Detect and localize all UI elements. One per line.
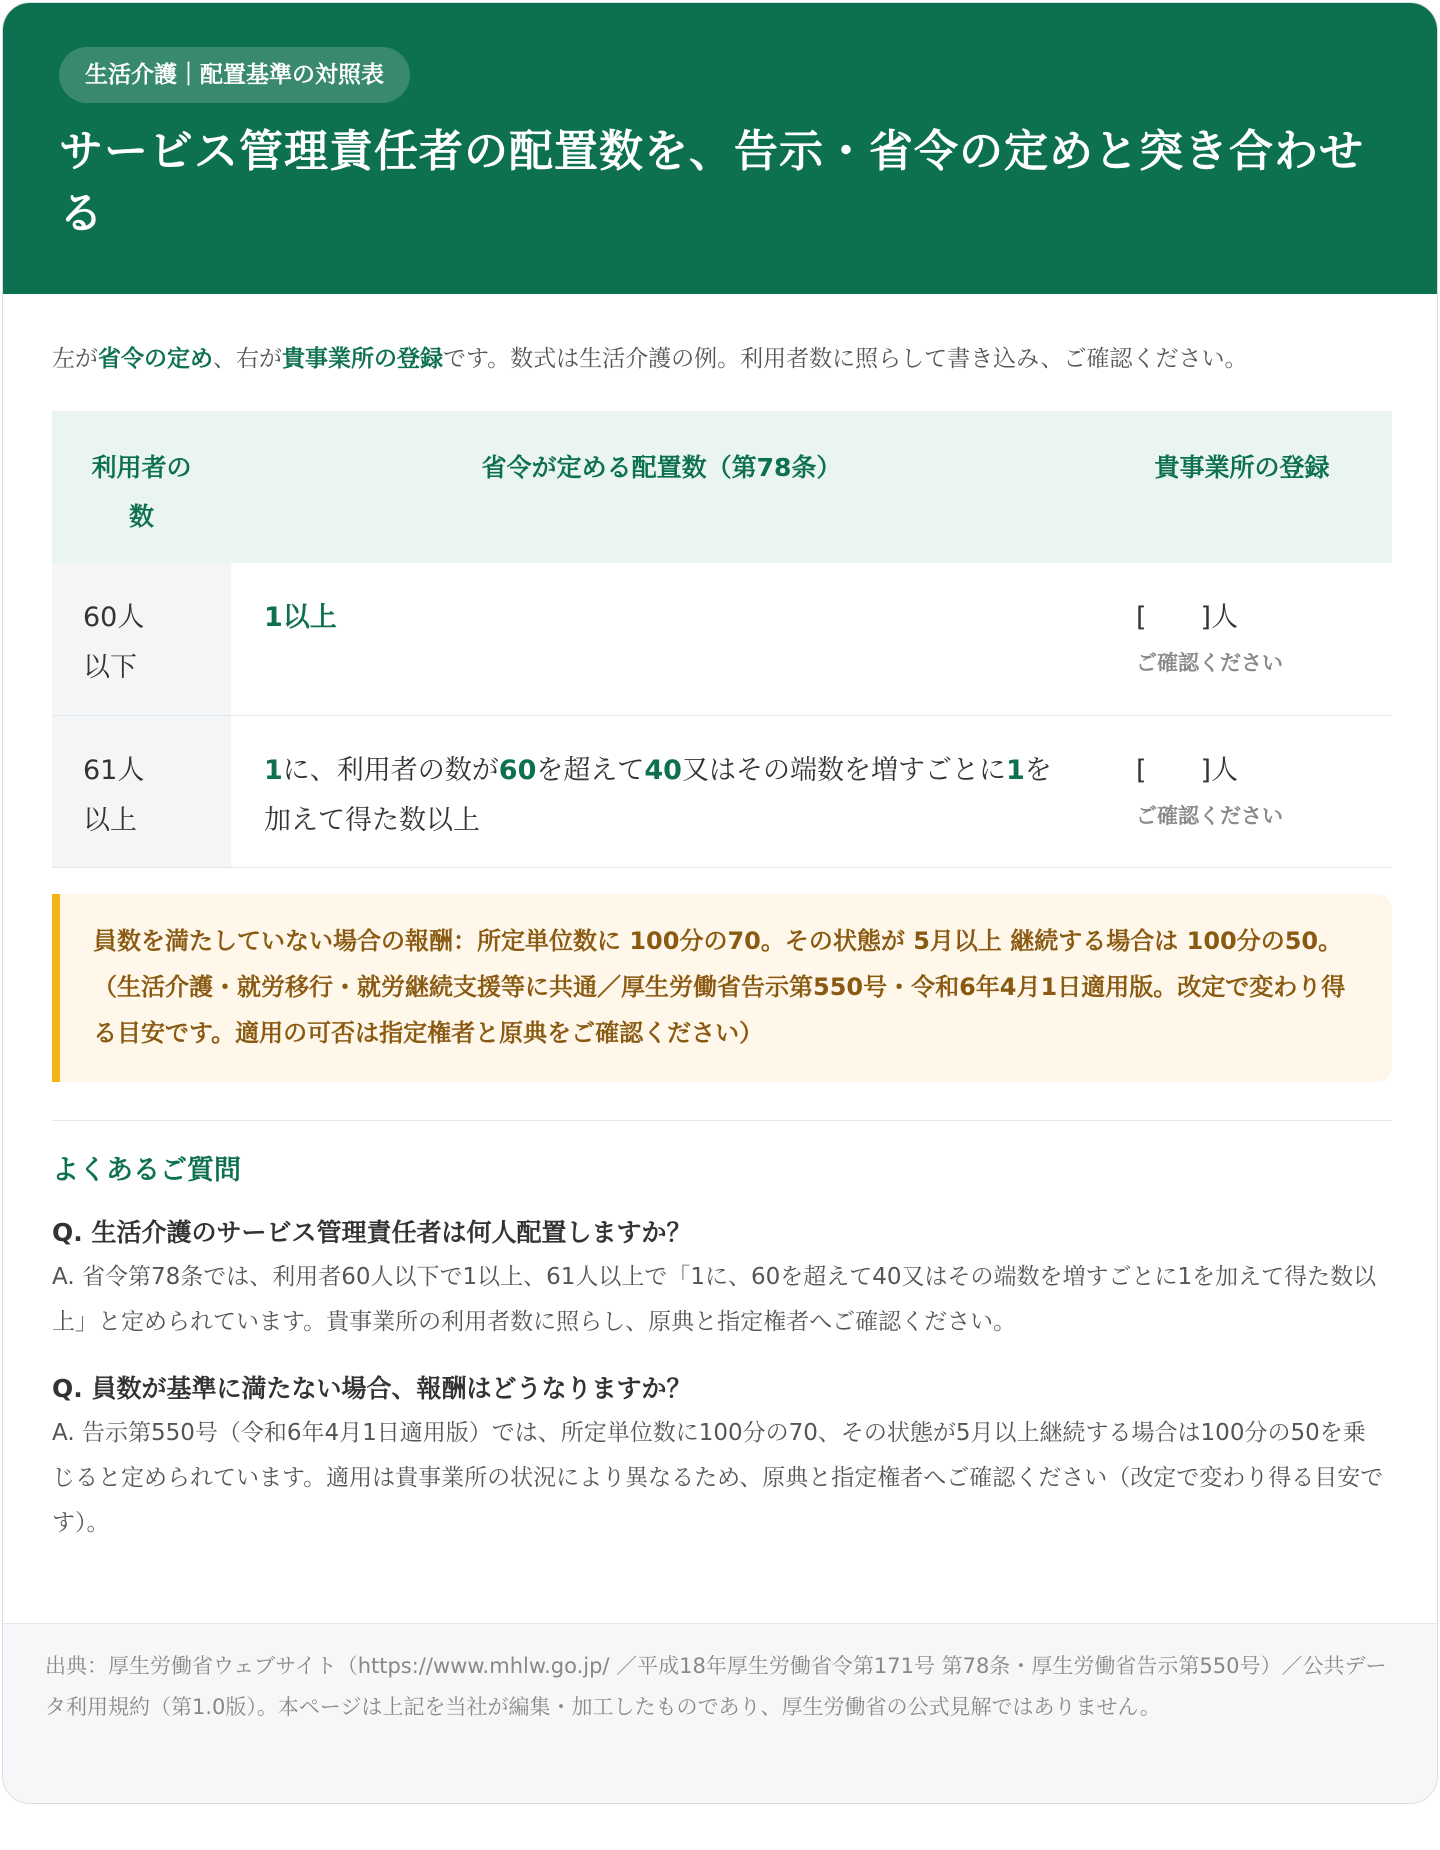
header-registered: 貴事業所の登録 xyxy=(1092,411,1392,563)
table-row xyxy=(52,563,1392,715)
category-badge: 生活介護｜配置基準の対照表 xyxy=(59,47,410,103)
row-ordinance-rule: 1に、利用者の数が60を超えて40又はその端数を増すごとに1を加えて得た数以上 xyxy=(231,715,1092,867)
row-user-count: 60人以下 xyxy=(52,563,231,715)
page-body xyxy=(3,294,1437,1546)
intro-highlight-registration: 貴事業所の登録 xyxy=(282,346,443,372)
intro-part-1: 左が xyxy=(52,346,98,372)
intro-part-2: 、右が xyxy=(213,346,282,372)
confirm-note: ご確認ください xyxy=(1136,803,1283,828)
faq-answer: A. 告示第550号（令和6年4月1日適用版）では、所定単位数に100分の70、その状態が5月以上継続する場合は100分の50を乗じると定められています。適用は貴事業所の状況により異なるため、原典と指定権者へご確認ください（改定で変わり得る目安です）。 xyxy=(52,1419,1384,1536)
intro-text xyxy=(52,338,1388,381)
faq-title: よくあるご質問 xyxy=(52,1154,241,1186)
staffing-comparison-table xyxy=(52,411,1392,868)
intro-part-3: です。数式は生活介護の例。利用者数に照らして書き込み、ご確認ください。 xyxy=(443,346,1248,372)
source-footer: 出典：厚生労働省ウェブサイト（https://www.mhlw.go.jp/ ／平成18年厚生労働省令第171号 第78条・厚生労働省告示第550号）／公共データ利用規約（第1.0版）。本ページは上記を当社が編集・加工したものであり、厚生労働省の公式見解ではありません。 xyxy=(3,1623,1437,1803)
registered-value: [ ]人 xyxy=(1136,754,1239,786)
table-header-row xyxy=(52,411,1392,563)
row-registered-input[interactable] xyxy=(1092,715,1392,867)
content-card xyxy=(2,2,1438,1804)
intro-highlight-ordinance: 省令の定め xyxy=(98,346,213,372)
row-registered-input[interactable] xyxy=(1092,563,1392,715)
table-row xyxy=(52,715,1392,867)
header-ordinance-rule: 省令が定める配置数（第78条） xyxy=(231,411,1092,563)
reduction-warning-box: 員数を満たしていない場合の報酬：所定単位数に 100分の70。その状態が 5月以上 継続する場合は 100分の50。（生活介護・就労移行・就労継続支援等に共通／厚生労働省告示第550号・令和6年4月1日適用版。改定で変わり得る目安です。適用の可否は指定権者と原典をご確認ください） xyxy=(52,894,1392,1082)
section-divider xyxy=(52,1120,1392,1121)
confirm-note: ご確認ください xyxy=(1136,651,1283,675)
header-user-count: 利用者の数 xyxy=(52,411,231,563)
registered-value: [ ]人 xyxy=(1136,602,1239,633)
faq-question: Q. 生活介護のサービス管理責任者は何人配置しますか？ xyxy=(52,1217,692,1247)
row-user-count: 61人以上 xyxy=(52,715,231,867)
faq-answer: A. 省令第78条では、利用者60人以下で1以上、61人以上で「1に、60を超えて40又はその端数を増すごとに1を加えて得た数以上」と定められています。貴事業所の利用者数に照らし、原典と指定権者へご確認ください。 xyxy=(52,1263,1377,1335)
page-title: サービス管理責任者の配置数を、告示・省令の定めと突き合わせる xyxy=(59,126,1364,239)
page-header xyxy=(3,3,1437,294)
row-ordinance-rule: 1以上 xyxy=(231,563,1092,715)
faq-question: Q. 員数が基準に満たない場合、報酬はどうなりますか？ xyxy=(52,1373,692,1403)
